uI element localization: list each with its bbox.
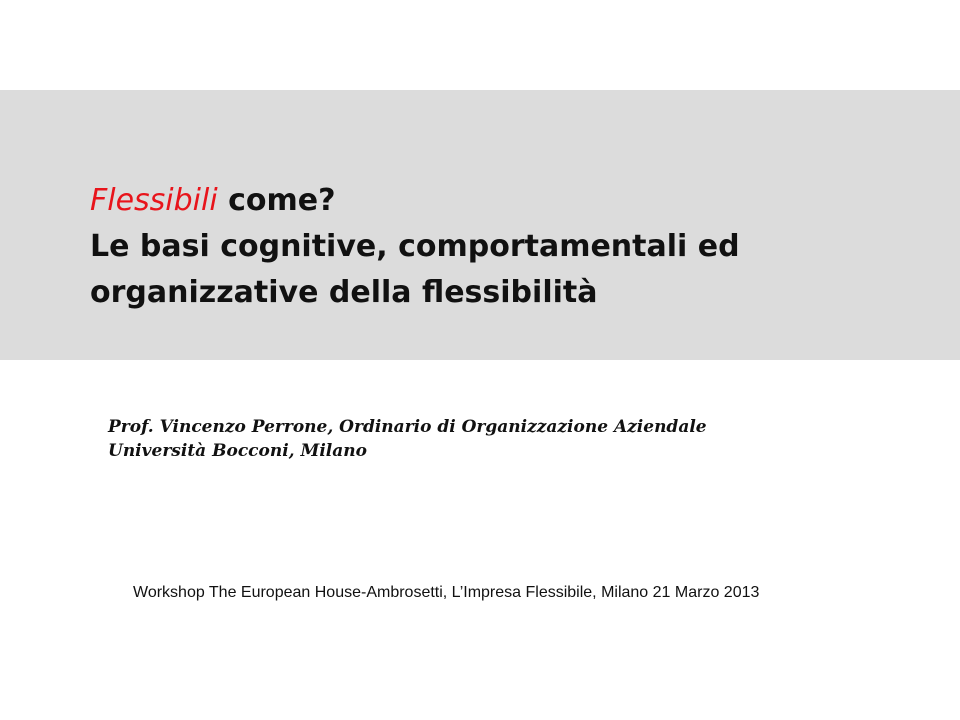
author-affiliation: Università Bocconi, Milano: [108, 441, 367, 461]
author-name-role: Prof. Vincenzo Perrone, Ordinario di Organizzazione Aziendale: [108, 417, 707, 437]
slide-title: [90, 178, 930, 316]
author-block: [108, 415, 908, 463]
event-footer: Workshop The European House-Ambrosetti, L’Impresa Flessibile, Milano 21 Marzo 2013: [133, 584, 760, 601]
title-line-3: organizzative della flessibilità: [90, 275, 598, 310]
title-line-2: Le basi cognitive, comportamentali ed: [90, 229, 740, 264]
title-accent-word: Flessibili: [90, 183, 218, 218]
title-line-1-rest: come?: [217, 183, 336, 218]
title-line-1: [90, 178, 930, 224]
